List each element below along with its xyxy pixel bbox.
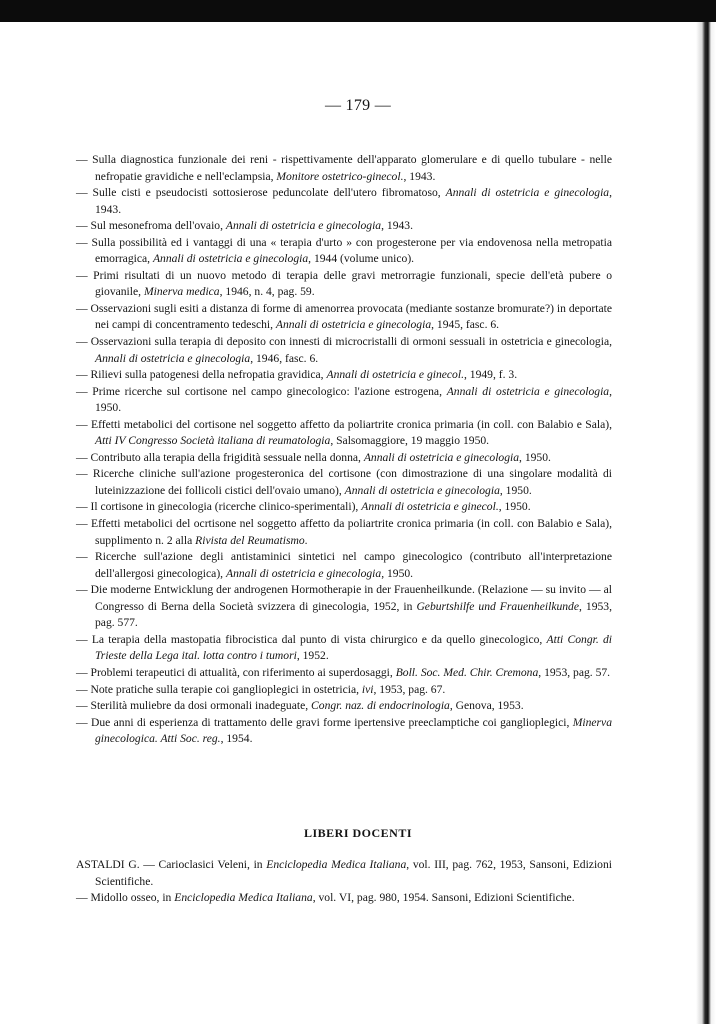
page-number: — 179 — (324, 97, 392, 114)
journal-title: Annali di ostetricia e ginecol. (326, 368, 464, 382)
liberi-docenti-list (76, 857, 612, 907)
entry-details: , 1943. (381, 219, 413, 233)
entry-text: — Prime ricerche sul cortisone nel campo ginecologico: l'azione estrogena, (76, 384, 447, 398)
entry-details: , 1950. (519, 450, 551, 464)
journal-title: Annali di ostetricia e ginecologia (363, 450, 520, 464)
entry-details: , vol. III, pag. 762, 1953, Sansoni, Edizioni Scientifiche. (95, 858, 612, 888)
bibliography-entry (76, 235, 612, 268)
journal-title: Geburtshilfe und Frauenheilkunde (416, 599, 579, 613)
entry-details: , 1953, pag. 67. (373, 682, 446, 696)
bibliography-entry (76, 549, 612, 582)
entry-details: , 1950. (95, 384, 612, 415)
entry-text: — Sul mesonefroma dell'ovaio, (76, 219, 226, 233)
bibliography-list (76, 152, 612, 748)
bibliography-entry (76, 450, 612, 467)
bibliography-entry (76, 334, 612, 367)
bibliography-entry (76, 417, 612, 450)
journal-title: Annali di ostetricia e ginecologia (445, 186, 610, 200)
entry-text: — Ricerche sull'azione degli antistaminici sintetici nel campo ginecologico (contributo all'interpretazione dell'allergosi ginecologica), (76, 550, 612, 580)
entry-text: — Sulle cisti e pseudocisti sottosierose peduncolate dell'utero fibromatoso, (76, 186, 446, 200)
entry-details: , Salsomaggiore, 19 maggio 1950. (330, 434, 490, 448)
entry-text: — Due anni di esperienza di trattamento delle gravi forme ipertensive preeclamptiche coi ganglioplegici, (76, 715, 573, 729)
entry-text: — Sulla diagnostica funzionale dei reni - rispettivamente dell'apparato glomerulare e di quello tubulare - nelle nefropatie gravidiche e nell'eclampsia, (76, 153, 612, 183)
bibliography-entry (76, 698, 612, 715)
entry-details: , 1950. (498, 500, 531, 514)
entry-text: — Problemi terapeutici di attualità, con riferimento ai superdosaggi, (76, 665, 396, 679)
journal-title: Annali di ostetricia e ginecologia (95, 351, 251, 365)
bibliography-entry (76, 632, 612, 665)
bibliography-entry (76, 218, 612, 235)
entry-text: — Rilievi sulla patogenesi della nefropatia gravidica, (76, 368, 327, 382)
entry-text: — Ricerche cliniche sull'azione progesteronica del cortisone (con dimostrazione di una singolare modalità di luteinizzazione dei follicoli cistici dell'ovaio umano), (76, 467, 612, 497)
entry-text: — Sulla possibilità ed i vantaggi di una « terapia d'urto » con progesterone per via endovenosa nella metropatia emorragica, (76, 235, 612, 266)
bibliography-entry (76, 682, 612, 699)
bibliography-entry (76, 516, 612, 549)
bibliography-entry (76, 499, 612, 516)
journal-title: Annali di ostetricia e ginecol. (361, 500, 499, 514)
bibliography-entry (76, 582, 612, 632)
bibliography-entry (76, 715, 612, 748)
entry-details: , 1950. (381, 566, 414, 580)
entry-details: , 1944 (volume unico). (308, 252, 415, 266)
journal-title: Rivista del Reumatismo (195, 533, 305, 547)
docente-entry (76, 857, 612, 890)
bibliography-entry (76, 665, 612, 682)
section-heading: LIBERI DOCENTI (303, 826, 413, 840)
entry-text: — Midollo osseo, in (76, 891, 175, 905)
entry-details: , 1952. (296, 649, 329, 663)
journal-title: Atti IV Congresso Società italiana di reumatologia (95, 434, 331, 448)
entry-text: — Osservazioni sugli esiti a distanza di forme di amenorrea provocata (mediante sostanze bromurate?) in deportate nei campi di concentramento tedeschi, (76, 301, 612, 332)
bibliography-entry (76, 301, 612, 334)
entry-details: , 1943. (403, 169, 436, 183)
entry-details: , vol. VI, pag. 980, 1954. Sansoni, Edizioni Scientifiche. (312, 891, 575, 905)
journal-title: ivi (361, 682, 374, 696)
bibliography-entry (76, 268, 612, 301)
entry-text: — Contributo alla terapia della frigidità sessuale nella donna, (76, 450, 364, 464)
entry-text: — La terapia della mastopatia fibrocistica dal punto di vista chirurgico e da quello ginecologico, (76, 632, 547, 646)
journal-title: Enciclopedia Medica Italiana (174, 891, 313, 905)
journal-title: Minerva medica (143, 285, 220, 299)
entry-text: — Effetti metabolici del ocrtisone nel soggetto affetto da poliartrite cronica primaria (in coll. con Balabio e Sala), supplimento n. 2 alla (76, 517, 612, 547)
journal-title: Annali di ostetricia e ginecologia (225, 566, 382, 580)
journal-title: Annali di ostetricia e ginecologia (446, 384, 610, 398)
entry-details: , 1949, f. 3. (463, 368, 518, 382)
journal-title: Congr. naz. di endocrinologia (311, 699, 450, 713)
entry-details: , 1953, pag. 577. (95, 599, 612, 630)
entry-text: — Osservazioni sulla terapia di deposito con innesti di microcristalli di ormoni sessuali in ostetricia e ginecologia, (76, 335, 612, 349)
journal-title: Atti Congr. di Trieste della Lega ital. lotta contro i tumori (95, 632, 612, 663)
journal-title: Monitore ostetrico-ginecol. (276, 169, 404, 183)
entry-text: — Effetti metabolici del cortisone nel soggetto affetto da poliartrite cronica primaria (in coll. con Balabio e Sala), (76, 417, 612, 431)
entry-details: , 1943. (95, 186, 613, 216)
entry-details: , 1946, fasc. 6. (250, 351, 319, 365)
entry-text: — Note pratiche sulla terapie coi ganglioplegici in ostetricia, (76, 682, 362, 696)
docente-entry (76, 890, 612, 907)
entry-details: . (304, 533, 308, 547)
journal-title: Boll. Soc. Med. Chir. Cremona (395, 665, 539, 679)
entry-text: ASTALDI G. — Carioclasici Veleni, in (76, 858, 267, 871)
entry-details: , 1945, fasc. 6. (431, 318, 500, 332)
entry-details: , 1946, n. 4, pag. 59. (219, 285, 315, 299)
entry-details: , 1950. (499, 483, 532, 497)
journal-title: Annali di ostetricia e ginecologia (152, 252, 309, 266)
journal-title: Enciclopedia Medica Italiana (266, 858, 407, 871)
scan-top-border (0, 0, 716, 22)
entry-details: , 1953, pag. 57. (538, 665, 611, 679)
journal-title: Annali di ostetricia e ginecologia (344, 483, 500, 497)
journal-title: Minerva ginecologica. Atti Soc. reg. (95, 715, 612, 746)
bibliography-entry (76, 466, 612, 499)
journal-title: Annali di ostetricia e ginecologia (275, 318, 432, 332)
bibliography-entry (76, 185, 612, 218)
scan-binding-edge (696, 22, 716, 1024)
bibliography-entry (76, 367, 612, 384)
bibliography-entry (76, 384, 612, 417)
entry-text: — Primi risultati di un nuovo metodo di terapia delle gravi metrorragie funzionali, specie dell'età pubere o giovanile, (76, 268, 612, 299)
entry-details: , Genova, 1953. (449, 699, 524, 713)
journal-title: Annali di ostetricia e ginecologia (225, 219, 382, 233)
entry-details: , 1954. (220, 732, 253, 746)
entry-text: — Sterilità muliebre da dosi ormonali inadeguate, (76, 699, 312, 713)
entry-text: — Die moderne Entwicklung der androgenen Hormotherapie in der Frauenheilkunde. (Relazione — su invito — al Congresso di Berna della Società svizzera di ginecologia, 1952, in (76, 583, 612, 613)
entry-text: — Il cortisone in ginecologia (ricerche clinico-sperimentali), (76, 500, 362, 514)
bibliography-entry (76, 152, 612, 185)
